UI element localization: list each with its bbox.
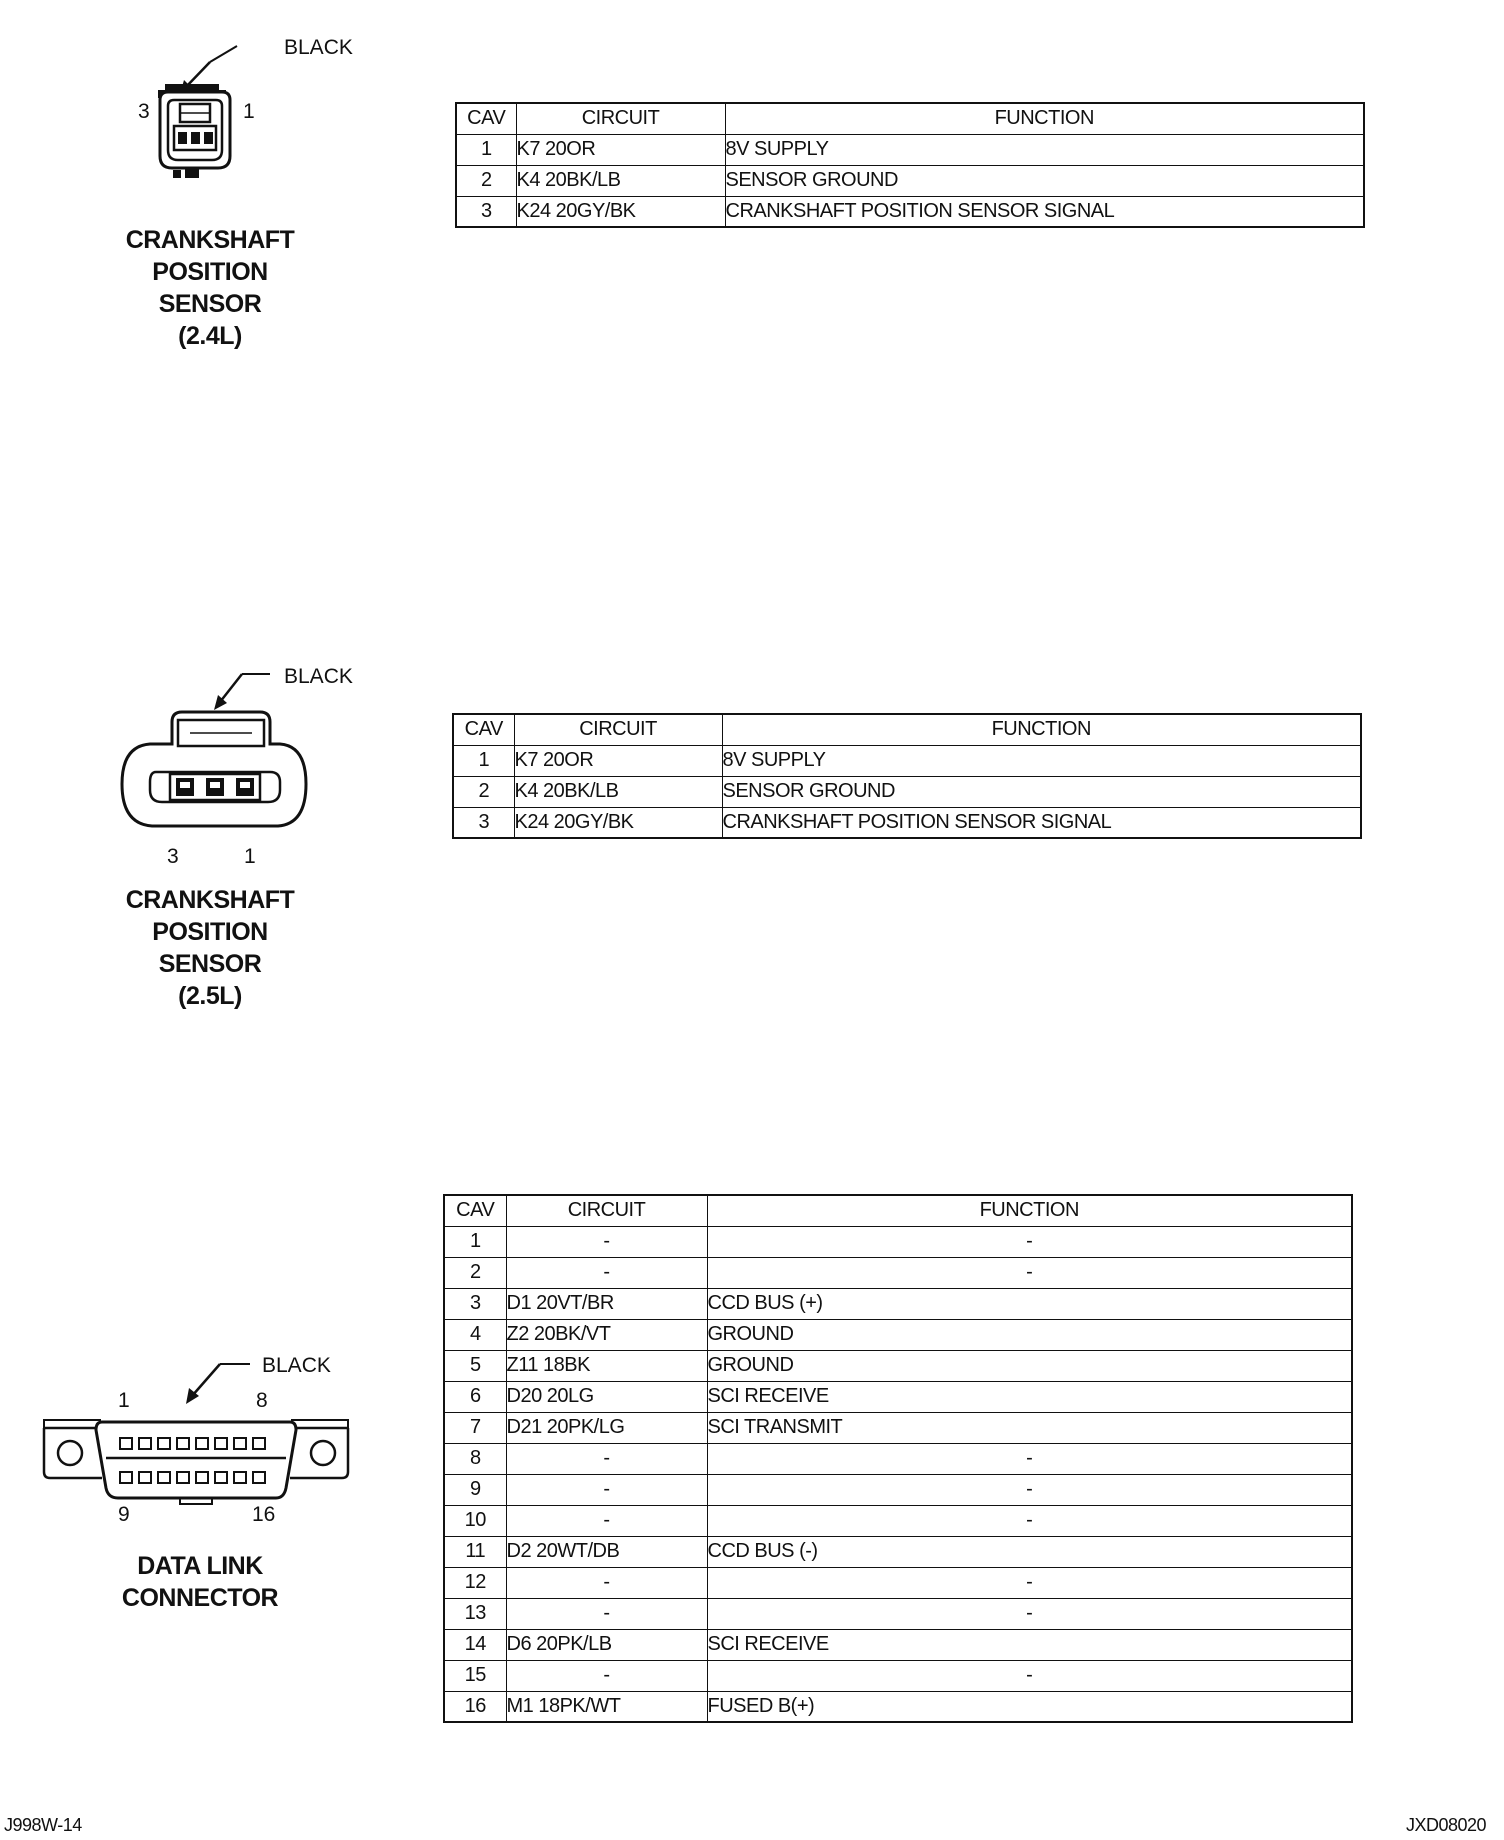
figure-id-right: JXD08020 (1405, 1815, 1486, 1835)
table-row (444, 1350, 1352, 1381)
table-row (453, 807, 1361, 838)
cav-cell: 1 (456, 134, 516, 165)
table-row (453, 776, 1361, 807)
table-row (444, 1474, 1352, 1505)
function-cell: CRANKSHAFT POSITION SENSOR SIGNAL (722, 807, 1361, 838)
circuit-cell: D6 20PK/LB (506, 1629, 707, 1660)
function-cell: CRANKSHAFT POSITION SENSOR SIGNAL (725, 196, 1364, 227)
circuit-cell: K7 20OR (516, 134, 725, 165)
pin-label-3: 3 (138, 100, 150, 123)
circuit-cell: - (506, 1474, 707, 1505)
function-cell: SCI RECEIVE (707, 1381, 1352, 1412)
color-label: BLACK (284, 36, 353, 59)
header-function: FUNCTION (725, 103, 1364, 134)
pin-label-1: 1 (118, 1389, 130, 1412)
header-circuit: CIRCUIT (516, 103, 725, 134)
cav-cell: 3 (456, 196, 516, 227)
caption-line: POSITION (152, 918, 268, 946)
function-cell: GROUND (707, 1350, 1352, 1381)
data-link-connector (40, 1340, 360, 1526)
cav-cell: 15 (444, 1660, 506, 1691)
circuit-cell: Z11 18BK (506, 1350, 707, 1381)
pin-label-8: 8 (256, 1389, 268, 1412)
table-header-row (453, 714, 1361, 745)
cav-cell: 10 (444, 1505, 506, 1536)
circuit-cell: - (506, 1567, 707, 1598)
figure-id-left: J998W-14 (4, 1815, 82, 1835)
function-cell: GROUND (707, 1319, 1352, 1350)
circuit-cell: K4 20BK/LB (516, 165, 725, 196)
pin-label-9: 9 (118, 1503, 130, 1526)
cav-cell: 12 (444, 1567, 506, 1598)
pin-label-16: 16 (252, 1503, 276, 1526)
table-row (444, 1443, 1352, 1474)
function-cell: CCD BUS (-) (707, 1536, 1352, 1567)
function-cell: FUSED B(+) (707, 1691, 1352, 1722)
header-circuit: CIRCUIT (514, 714, 722, 745)
table-row (444, 1629, 1352, 1660)
circuit-cell: M1 18PK/WT (506, 1691, 707, 1722)
cav-cell: 16 (444, 1691, 506, 1722)
circuit-cell: - (506, 1226, 707, 1257)
function-cell: - (707, 1443, 1352, 1474)
function-cell: - (707, 1660, 1352, 1691)
data-link-connector-pinout-table (443, 1194, 1353, 1723)
cav-cell: 3 (444, 1288, 506, 1319)
crankshaft-sensor-2-5l-connector (110, 662, 400, 872)
circuit-cell: - (506, 1660, 707, 1691)
table-row (456, 134, 1364, 165)
function-cell: - (707, 1567, 1352, 1598)
dlc-table-body (444, 1195, 1352, 1722)
cav-cell: 14 (444, 1629, 506, 1660)
table-header-row (456, 103, 1364, 134)
function-cell: 8V SUPPLY (722, 745, 1361, 776)
crankshaft-sensor-2-5l-pinout-table (452, 713, 1362, 839)
function-cell: - (707, 1505, 1352, 1536)
caption-line: CRANKSHAFT (125, 226, 295, 254)
circuit-cell: Z2 20BK/VT (506, 1319, 707, 1350)
table-row (444, 1567, 1352, 1598)
table-row (444, 1226, 1352, 1257)
circuit-cell: - (506, 1505, 707, 1536)
function-cell: - (707, 1474, 1352, 1505)
cav-cell: 9 (444, 1474, 506, 1505)
cav-cell: 11 (444, 1536, 506, 1567)
function-cell: SENSOR GROUND (725, 165, 1364, 196)
caption-line: SENSOR (158, 290, 262, 318)
caption-line: POSITION (152, 258, 268, 286)
header-circuit: CIRCUIT (506, 1195, 707, 1226)
header-function: FUNCTION (722, 714, 1361, 745)
cav-cell: 2 (444, 1257, 506, 1288)
cav-cell: 8 (444, 1443, 506, 1474)
crankshaft-sensor-2-4l-caption (90, 224, 330, 352)
cav-cell: 6 (444, 1381, 506, 1412)
caption-line: DATA LINK (137, 1552, 263, 1580)
table-row (444, 1536, 1352, 1567)
crankshaft-sensor-2-5l-caption (90, 884, 330, 1012)
cav-cell: 1 (444, 1226, 506, 1257)
function-cell: CCD BUS (+) (707, 1288, 1352, 1319)
table-row (456, 196, 1364, 227)
caption-line: CONNECTOR (121, 1584, 279, 1612)
table-row (444, 1257, 1352, 1288)
table-row (444, 1691, 1352, 1722)
cav-cell: 4 (444, 1319, 506, 1350)
circuit-cell: - (506, 1598, 707, 1629)
function-cell: SCI TRANSMIT (707, 1412, 1352, 1443)
header-cav: CAV (444, 1195, 506, 1226)
table-row (453, 745, 1361, 776)
cav-cell: 3 (453, 807, 514, 838)
pin-label-3: 3 (167, 845, 179, 868)
circuit-cell: K24 20GY/BK (514, 807, 722, 838)
function-cell: 8V SUPPLY (725, 134, 1364, 165)
cav-cell: 1 (453, 745, 514, 776)
color-label: BLACK (284, 665, 353, 688)
table-row (444, 1381, 1352, 1412)
cav-cell: 2 (453, 776, 514, 807)
table-row (456, 165, 1364, 196)
caption-line: (2.5L) (178, 982, 242, 1010)
cav-cell: 7 (444, 1412, 506, 1443)
circuit-cell: K7 20OR (514, 745, 722, 776)
caption-line: CRANKSHAFT (125, 886, 295, 914)
function-cell: - (707, 1226, 1352, 1257)
table-row (444, 1319, 1352, 1350)
function-cell: SCI RECEIVE (707, 1629, 1352, 1660)
circuit-cell: D21 20PK/LG (506, 1412, 707, 1443)
table-row (444, 1598, 1352, 1629)
color-label: BLACK (262, 1354, 331, 1377)
table-row (444, 1288, 1352, 1319)
cav-cell: 13 (444, 1598, 506, 1629)
table-row (444, 1505, 1352, 1536)
circuit-cell: K24 20GY/BK (516, 196, 725, 227)
circuit-cell: D1 20VT/BR (506, 1288, 707, 1319)
table-row (444, 1412, 1352, 1443)
crankshaft-sensor-2-4l-pinout-table (455, 102, 1365, 228)
circuit-cell: D20 20LG (506, 1381, 707, 1412)
pin-label-1: 1 (243, 100, 255, 123)
header-cav: CAV (453, 714, 514, 745)
table-row (444, 1660, 1352, 1691)
circuit-cell: K4 20BK/LB (514, 776, 722, 807)
data-link-connector-caption (80, 1550, 320, 1614)
caption-line: SENSOR (158, 950, 262, 978)
circuit-cell: - (506, 1443, 707, 1474)
pin-label-1: 1 (244, 845, 256, 868)
circuit-cell: - (506, 1257, 707, 1288)
caption-line: (2.4L) (178, 322, 242, 350)
circuit-cell: D2 20WT/DB (506, 1536, 707, 1567)
header-cav: CAV (456, 103, 516, 134)
function-cell: - (707, 1598, 1352, 1629)
cav-cell: 5 (444, 1350, 506, 1381)
crankshaft-sensor-2-4l-connector (130, 28, 390, 188)
header-function: FUNCTION (707, 1195, 1352, 1226)
cav-cell: 2 (456, 165, 516, 196)
table-header-row (444, 1195, 1352, 1226)
function-cell: SENSOR GROUND (722, 776, 1361, 807)
function-cell: - (707, 1257, 1352, 1288)
